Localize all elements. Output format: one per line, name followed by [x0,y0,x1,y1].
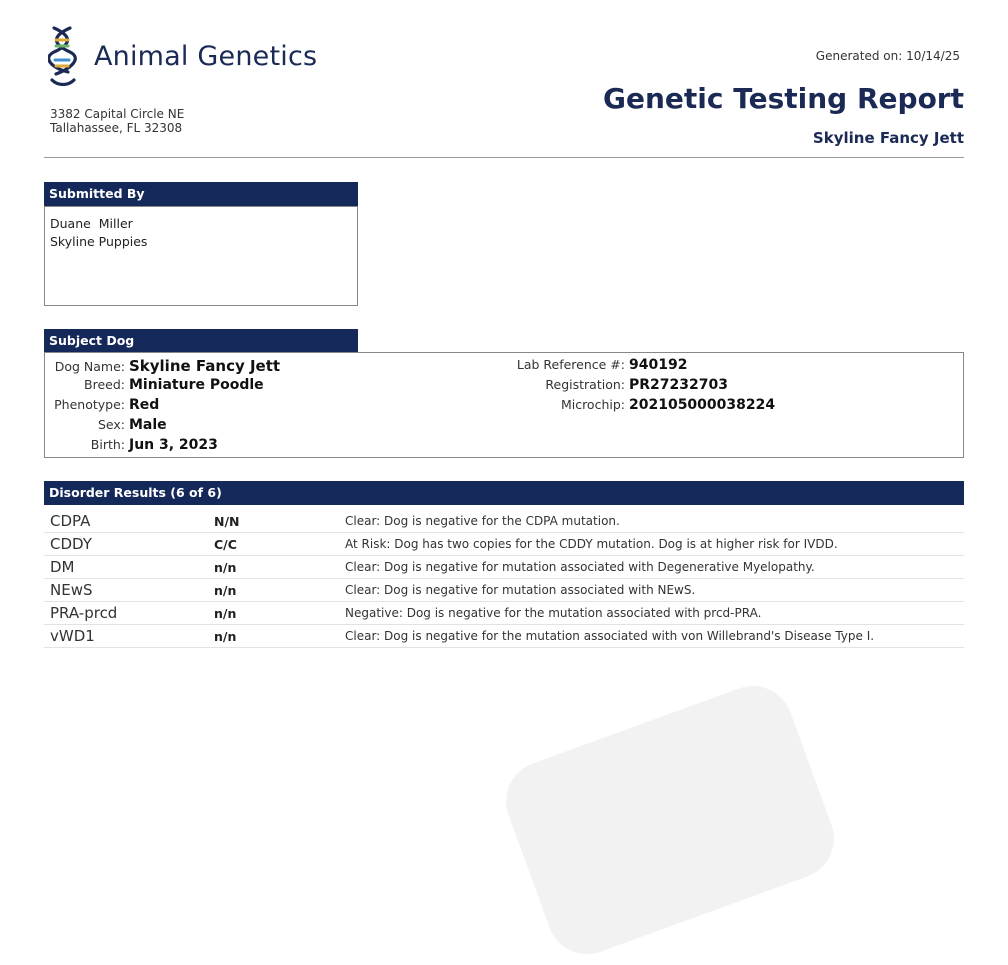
disorder-result: Clear: Dog is negative for the mutation associated with von Willebrand's Disease Type I. [345,629,875,643]
birth-field [49,437,218,453]
phenotype-label: Phenotype: [54,397,125,412]
generated-label: Generated on: [815,49,903,63]
background-watermark [495,675,845,965]
subject-dog-heading: Subject Dog [44,329,358,353]
generated-date: 10/14/25 [906,49,960,63]
birth-value: Jun 3, 2023 [128,437,218,453]
registration-field [505,377,728,393]
brand-logo [48,24,317,88]
address-line-1: 3382 Capital Circle NE [50,107,185,121]
report-title: Genetic Testing Report [603,82,964,115]
disorder-name: CDDY [50,535,92,553]
lab-address [50,107,184,135]
disorder-name: CDPA [50,512,91,530]
phenotype-field [49,397,159,413]
sex-label: Sex: [97,417,125,432]
breed-value: Miniature Poodle [128,377,264,393]
header-divider [44,157,964,158]
breed-label: Breed: [84,377,125,392]
breed-field [49,377,264,393]
sex-value: Male [128,417,167,433]
table-row [44,579,964,602]
dna-helix-icon [48,24,78,88]
disorder-genotype: n/n [214,629,237,644]
dog-name-value: Skyline Fancy Jett [128,357,281,375]
lab-reference-label: Lab Reference #: [516,357,625,372]
subject-dog-box [44,352,964,458]
registration-value: PR27232703 [628,377,728,393]
disorder-name: PRA-prcd [50,604,118,622]
submitted-by-box [44,206,358,306]
disorder-result: Negative: Dog is negative for the mutation associated with prcd-PRA. [345,606,762,620]
birth-label: Birth: [90,437,125,452]
microchip-field [505,397,775,413]
disorder-genotype: n/n [214,606,237,621]
disorder-name: vWD1 [50,627,95,645]
disorder-name: NEwS [50,581,93,599]
disorder-name: DM [50,558,75,576]
disorder-results-heading: Disorder Results (6 of 6) [44,481,964,505]
disorder-result: Clear: Dog is negative for mutation associated with Degenerative Myelopathy. [345,560,815,574]
lab-reference-field [505,357,687,373]
table-row [44,510,964,533]
table-row [44,533,964,556]
submitted-by-heading: Submitted By [44,182,358,206]
registration-label: Registration: [545,377,625,392]
dog-name-field [49,357,280,375]
disorder-result: Clear: Dog is negative for the CDPA mutation. [345,514,620,528]
brand-name: Animal Genetics [94,40,318,72]
lab-reference-value: 940192 [628,357,688,373]
submitter-name: Duane Miller [50,216,133,231]
disorder-genotype: C/C [214,537,237,552]
disorder-result: At Risk: Dog has two copies for the CDDY mutation. Dog is at higher risk for IVDD. [345,537,838,551]
dog-name-label: Dog Name: [54,359,125,374]
generated-on [816,49,960,63]
address-line-2: Tallahassee, FL 32308 [50,121,183,135]
phenotype-value: Red [128,397,160,413]
disorder-result: Clear: Dog is negative for mutation associated with NEwS. [345,583,696,597]
disorder-genotype: n/n [214,560,237,575]
disorder-genotype: N/N [214,514,240,529]
microchip-value: 202105000038224 [628,397,776,413]
microchip-label: Microchip: [560,397,625,412]
submitter-org: Skyline Puppies [50,234,148,249]
table-row [44,556,964,579]
disorder-genotype: n/n [214,583,237,598]
table-row [44,625,964,648]
report-subject-name: Skyline Fancy Jett [812,129,964,147]
sex-field [49,417,167,433]
table-row [44,602,964,625]
